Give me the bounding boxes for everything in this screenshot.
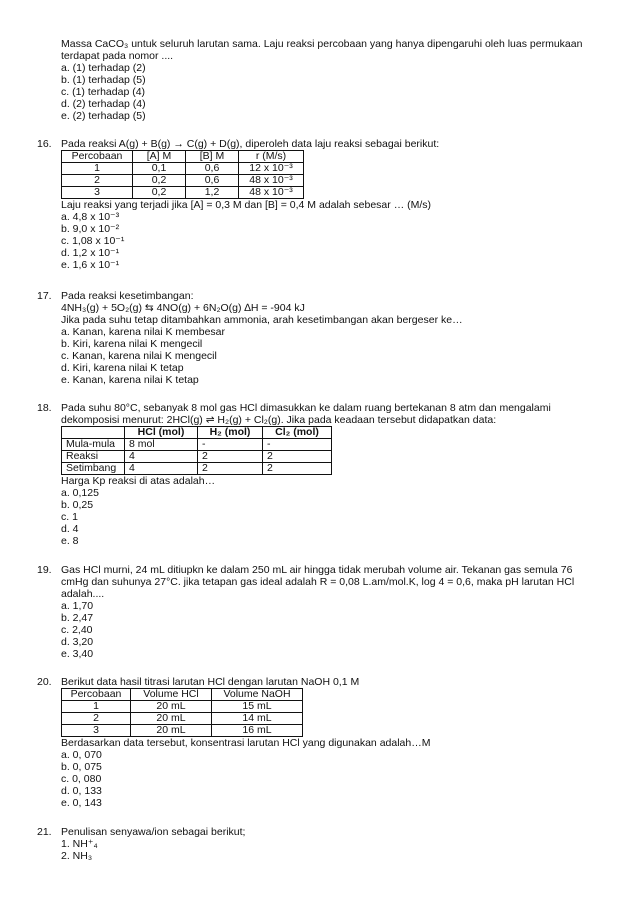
- q17-option-b: b. Kiri, karena nilai K mengecil: [61, 338, 203, 350]
- q16-header: [B] M: [186, 151, 239, 163]
- q16-question: Laju reaksi yang terjadi jika [A] = 0,3 M dan [B] = 0,4 M adalah sebesar … (M/s): [61, 199, 432, 211]
- question-15-tail: [61, 38, 601, 122]
- question-20-number: 20.: [37, 676, 52, 688]
- table-cell: 12 x 10⁻³: [239, 163, 304, 175]
- q18-option-b: b. 0,25: [61, 499, 94, 511]
- table-cell: 20 mL: [131, 713, 212, 725]
- table-cell: 20 mL: [131, 725, 212, 737]
- q21-stem: Penulisan senyawa/ion sebagai berikut;: [61, 826, 246, 838]
- table-cell: Mula-mula: [62, 439, 125, 451]
- table-cell: 2: [62, 713, 131, 725]
- q16-option-c: c. 1,08 x 10⁻¹: [61, 235, 125, 247]
- q15-option-b: b. (1) terhadap (5): [61, 74, 146, 86]
- table-cell: 0,2: [133, 175, 186, 187]
- q17-option-d: d. Kiri, karena nilai K tetap: [61, 362, 184, 374]
- q16-option-a: a. 4,8 x 10⁻³: [61, 211, 120, 223]
- q18-option-d: d. 4: [61, 523, 79, 535]
- q16-option-e: e. 1,6 x 10⁻¹: [61, 259, 120, 271]
- q18-question: Harga Kp reaksi di atas adalah…: [61, 475, 216, 487]
- table-cell: -: [198, 439, 263, 451]
- table-cell: 3: [62, 187, 133, 199]
- q15-option-d: d. (2) terhadap (4): [61, 98, 146, 110]
- table-row: [62, 439, 332, 451]
- q20-option-c: c. 0, 080: [61, 773, 102, 785]
- table-row: [62, 725, 303, 737]
- q16-header: r (M/s): [239, 151, 304, 163]
- q20-option-e: e. 0, 143: [61, 797, 102, 809]
- table-cell: 2: [263, 463, 332, 475]
- q18-stem-1: Pada suhu 80°C, sebanyak 8 mol gas HCl dimasukkan ke dalam ruang bertekanan 8 atm dan mengalami: [61, 402, 551, 414]
- q18-option-a: a. 0,125: [61, 487, 99, 499]
- question-17-number: 17.: [37, 290, 52, 302]
- q18-header: [62, 427, 125, 439]
- q19-option-d: d. 3,20: [61, 636, 94, 648]
- q19-option-a: a. 1,70: [61, 600, 94, 612]
- q15-line2: terdapat pada nomor ....: [61, 50, 174, 62]
- table-cell: 20 mL: [131, 701, 212, 713]
- question-19: [61, 564, 601, 660]
- question-16: [61, 138, 601, 271]
- q17-question: Jika pada suhu tetap ditambahkan ammonia, arah kesetimbangan akan bergeser ke…: [61, 314, 463, 326]
- table-row: [62, 701, 303, 713]
- q20-question: Berdasarkan data tersebut, konsentrasi larutan HCl yang digunakan adalah…M: [61, 737, 431, 749]
- q16-header: Percobaan: [62, 151, 133, 163]
- q15-line1: Massa CaCO₃ untuk seluruh larutan sama. Laju reaksi percobaan yang hanya dipengaruhi oleh luas permukaan: [61, 38, 583, 50]
- table-cell: 0,6: [186, 175, 239, 187]
- q16-stem: Pada reaksi A(g) + B(g) → C(g) + D(g), diperoleh data laju reaksi sebagai berikut:: [61, 138, 440, 150]
- table-cell: Reaksi: [62, 451, 125, 463]
- table-cell: 2: [198, 451, 263, 463]
- table-cell: 2: [263, 451, 332, 463]
- table-cell: 0,1: [133, 163, 186, 175]
- q20-header: Volume NaOH: [212, 689, 303, 701]
- question-17: [61, 290, 601, 386]
- table-cell: 8 mol: [125, 439, 198, 451]
- table-cell: 48 x 10⁻³: [239, 187, 304, 199]
- q15-option-c: c. (1) terhadap (4): [61, 86, 146, 98]
- q18-header: H₂ (mol): [198, 427, 263, 439]
- q20-stem: Berikut data hasil titrasi larutan HCl dengan larutan NaOH 0,1 M: [61, 676, 360, 688]
- q18-header: Cl₂ (mol): [263, 427, 332, 439]
- q17-stem: Pada reaksi kesetimbangan:: [61, 290, 194, 302]
- table-row: [62, 713, 303, 725]
- table-cell: 1,2: [186, 187, 239, 199]
- q17-option-a: a. Kanan, karena nilai K membesar: [61, 326, 226, 338]
- table-cell: 2: [198, 463, 263, 475]
- table-cell: 14 mL: [212, 713, 303, 725]
- table-cell: 2: [62, 175, 133, 187]
- q16-option-b: b. 9,0 x 10⁻²: [61, 223, 120, 235]
- question-16-number: 16.: [37, 138, 52, 150]
- table-cell: 0,6: [186, 163, 239, 175]
- table-cell: 15 mL: [212, 701, 303, 713]
- table-cell: 4: [125, 463, 198, 475]
- q21-item-1: 1. NH⁺₄: [61, 838, 98, 850]
- table-cell: 4: [125, 451, 198, 463]
- q15-option-e: e. (2) terhadap (5): [61, 110, 146, 122]
- table-row: [62, 451, 332, 463]
- table-row: [62, 187, 304, 199]
- q19-option-c: c. 2,40: [61, 624, 93, 636]
- q19-option-b: b. 2,47: [61, 612, 94, 624]
- question-18: [61, 402, 601, 547]
- q20-option-a: a. 0, 070: [61, 749, 102, 761]
- q20-option-d: d. 0, 133: [61, 785, 102, 797]
- table-cell: 1: [62, 163, 133, 175]
- q20-option-b: b. 0, 075: [61, 761, 102, 773]
- table-row: [62, 175, 304, 187]
- q20-titration-table: [61, 688, 303, 737]
- table-cell: 48 x 10⁻³: [239, 175, 304, 187]
- q15-option-a: a. (1) terhadap (2): [61, 62, 146, 74]
- table-cell: -: [263, 439, 332, 451]
- q17-option-c: c. Kanan, karena nilai K mengecil: [61, 350, 217, 362]
- q18-option-c: c. 1: [61, 511, 78, 523]
- q19-stem-1: Gas HCl murni, 24 mL ditiupkn ke dalam 250 mL air hingga tidak merubah volume air. Tekanan gas semula 76: [61, 564, 573, 576]
- q16-rate-table: [61, 150, 304, 199]
- question-21: [61, 826, 601, 862]
- q19-stem-3: adalah....: [61, 588, 105, 600]
- q20-header: Volume HCl: [131, 689, 212, 701]
- question-21-number: 21.: [37, 826, 52, 838]
- q16-header: [A] M: [133, 151, 186, 163]
- q19-stem-2: cmHg dan suhunya 27°C. jika tetapan gas ideal adalah R = 0,08 L.am/mol.K, log 4 = 0,6, maka pH larutan HCl: [61, 576, 575, 588]
- q16-option-d: d. 1,2 x 10⁻¹: [61, 247, 120, 259]
- table-cell: 0,2: [133, 187, 186, 199]
- q17-option-e: e. Kanan, karena nilai K tetap: [61, 374, 199, 386]
- table-row: [62, 463, 332, 475]
- q18-equilibrium-table: [61, 426, 332, 475]
- q18-option-e: e. 8: [61, 535, 79, 547]
- q20-header: Percobaan: [62, 689, 131, 701]
- table-row: [62, 163, 304, 175]
- q19-option-e: e. 3,40: [61, 648, 94, 660]
- question-18-number: 18.: [37, 402, 52, 414]
- q18-stem-2: dekomposisi menurut: 2HCl(g) ⇌ H₂(g) + Cl₂(g). Jika pada keadaan tersebut didapatkan data:: [61, 414, 497, 426]
- question-20: [61, 676, 601, 809]
- table-cell: 1: [62, 701, 131, 713]
- q18-header: HCl (mol): [125, 427, 198, 439]
- table-cell: 16 mL: [212, 725, 303, 737]
- q17-equation: 4NH₃(g) + 5O₂(g) ⇆ 4NO(g) + 6N₂O(g) ∆H = -904 kJ: [61, 302, 305, 314]
- q21-item-2: 2. NH₃: [61, 850, 93, 862]
- question-19-number: 19.: [37, 564, 52, 576]
- table-cell: Setimbang: [62, 463, 125, 475]
- table-cell: 3: [62, 725, 131, 737]
